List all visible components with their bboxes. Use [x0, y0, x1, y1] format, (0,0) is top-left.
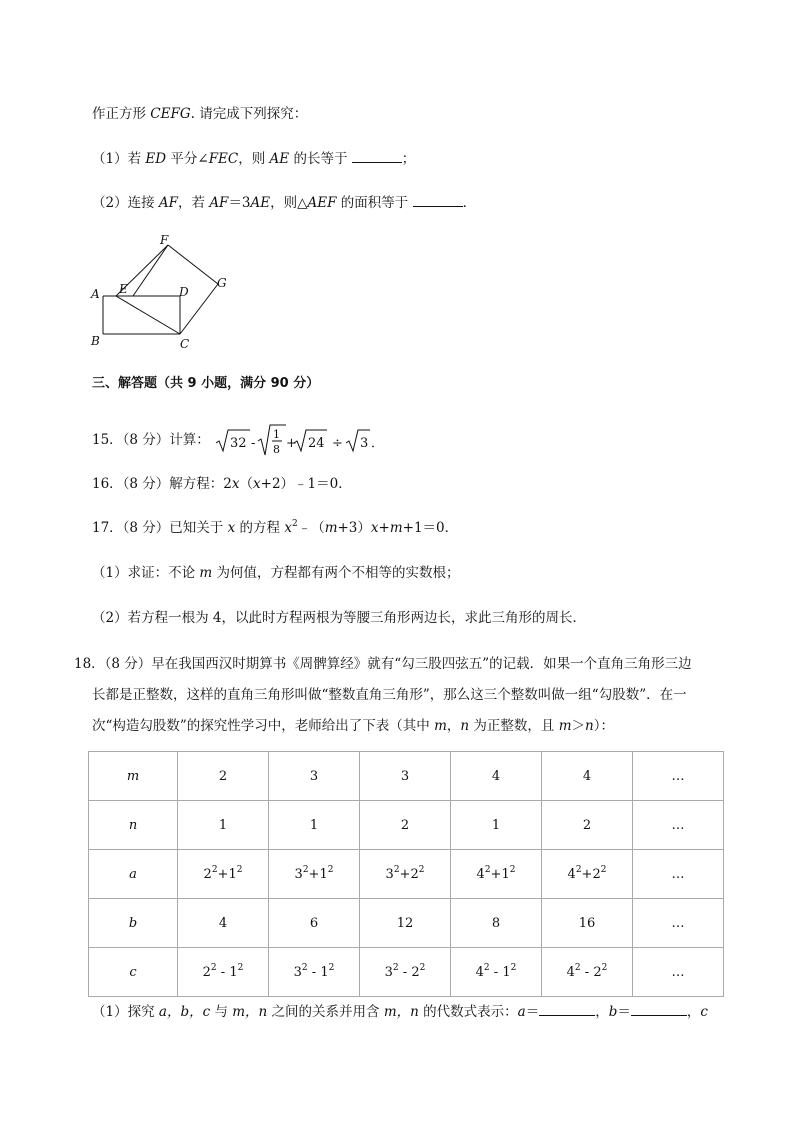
table-row-a: [89, 850, 724, 899]
q18-line2: 长都是正整数，这样的直角三角形叫做“整数直角三角形”，那么这三个整数叫做一组“勾股数”．在一: [92, 687, 687, 703]
q14-part1: （1）若 ED 平分∠FEC，则 AE 的长等于 ；: [92, 151, 416, 167]
svg-text:32: 32: [230, 435, 247, 451]
q17-part2: （2）若方程一根为 4，以此时方程两根为等腰三角形两边长，求此三角形的周长．: [92, 610, 586, 626]
table-row-n: [89, 801, 724, 850]
table-row-b: [89, 899, 724, 948]
answer-blank[interactable]: [352, 150, 402, 163]
table-cell: $4^2 - 2^2$: [542, 948, 633, 997]
q17: 17．（8 分）已知关于 x 的方程 $x^2﹣(m+3)x+m+1=0$．: [92, 519, 459, 536]
label-G: G: [217, 276, 227, 290]
table-cell: b: [89, 899, 178, 948]
table-cell: 3: [360, 752, 451, 801]
table-cell: 2: [542, 801, 633, 850]
q18-line3: 次“构造勾股数”的探究性学习中，老师给出了下表（其中 m，n 为正整数，且 m＞n）：: [92, 718, 614, 734]
q18-line1: 18．（8 分）早在我国西汉时期算书《周髀算经》就有“勾三股四弦五”的记载．如果一个直角三角形三边: [74, 656, 692, 672]
table-cell: 1: [269, 801, 360, 850]
label-A: A: [91, 287, 100, 301]
table-cell: $4^2+1^2$: [451, 850, 542, 899]
table-cell: a: [89, 850, 178, 899]
label-F: F: [160, 233, 169, 247]
table-cell: 2: [178, 752, 269, 801]
table-cell: 4: [542, 752, 633, 801]
answer-blank-b[interactable]: [631, 1003, 687, 1016]
q14-intro: 作正方形 CEFG. 请完成下列探究：: [92, 106, 308, 122]
q15-expression: [214, 424, 414, 458]
segment-EC: [116, 296, 180, 334]
table-cell: 6: [269, 899, 360, 948]
table-cell: n: [89, 801, 178, 850]
table-cell: $2^2+1^2$: [178, 850, 269, 899]
table-cell: $3^2+2^2$: [360, 850, 451, 899]
table-cell: …: [633, 899, 724, 948]
table-cell: 4: [451, 752, 542, 801]
table-cell: $2^2 - 1^2$: [178, 948, 269, 997]
table-cell: …: [633, 948, 724, 997]
table-cell: $3^2 - 1^2$: [269, 948, 360, 997]
answer-blank[interactable]: [413, 194, 463, 207]
table-row-c: [89, 948, 724, 997]
table-cell: …: [633, 801, 724, 850]
table-cell: 16: [542, 899, 633, 948]
label-D: D: [179, 285, 189, 299]
q18-part1: （1）探究 a，b，c 与 m，n 之间的关系并用含 m，n 的代数式表示：a＝ ，b＝ ，c: [92, 1004, 708, 1020]
label-C: C: [180, 337, 190, 351]
section-title: 三、解答题（共 9 小题，满分 90 分）: [92, 376, 320, 391]
table-cell: $3^2+1^2$: [269, 850, 360, 899]
table-cell: 4: [178, 899, 269, 948]
table-cell: …: [633, 850, 724, 899]
segment-inner: [133, 245, 168, 296]
table-cell: 1: [178, 801, 269, 850]
table-cell: 3: [269, 752, 360, 801]
label-B: B: [91, 334, 100, 348]
table-cell: m: [89, 752, 178, 801]
svg-text:24: 24: [308, 435, 325, 451]
table-cell: 1: [451, 801, 542, 850]
svg-text:3: 3: [360, 435, 369, 451]
table-cell: $3^2 - 2^2$: [360, 948, 451, 997]
svg-text:÷: ÷: [332, 435, 344, 451]
table-cell: 12: [360, 899, 451, 948]
svg-text:-: -: [251, 435, 256, 451]
table-cell: $4^2+2^2$: [542, 850, 633, 899]
answer-blank-a[interactable]: [539, 1003, 595, 1016]
label-E: E: [119, 282, 128, 296]
geometry-figure: [86, 232, 246, 352]
table-cell: …: [633, 752, 724, 801]
svg-text:+: +: [286, 435, 298, 451]
table-cell: c: [89, 948, 178, 997]
svg-text:．: ．: [371, 435, 385, 451]
table-cell: 8: [451, 899, 542, 948]
table-row-m: [89, 752, 724, 801]
segment-FG: [168, 245, 218, 284]
q15: 15．（8 分）计算： 32 - 1 8 + 24 ÷ 3 ．: [92, 423, 414, 457]
q17-part1: （1）求证：不论 m 为何值，方程都有两个不相等的实数根；: [92, 565, 460, 581]
svg-text:8: 8: [273, 442, 281, 456]
table-cell: $4^2 - 1^2$: [451, 948, 542, 997]
svg-text:1: 1: [273, 427, 281, 441]
table-cell: 2: [360, 801, 451, 850]
q14-part2: （2）连接 AF，若 AF＝3AE，则△AEF 的面积等于 ．: [92, 195, 477, 211]
pythagorean-table: [88, 751, 724, 997]
q16: 16．（8 分）解方程：2x（x+2）﹣1＝0．: [92, 476, 352, 492]
